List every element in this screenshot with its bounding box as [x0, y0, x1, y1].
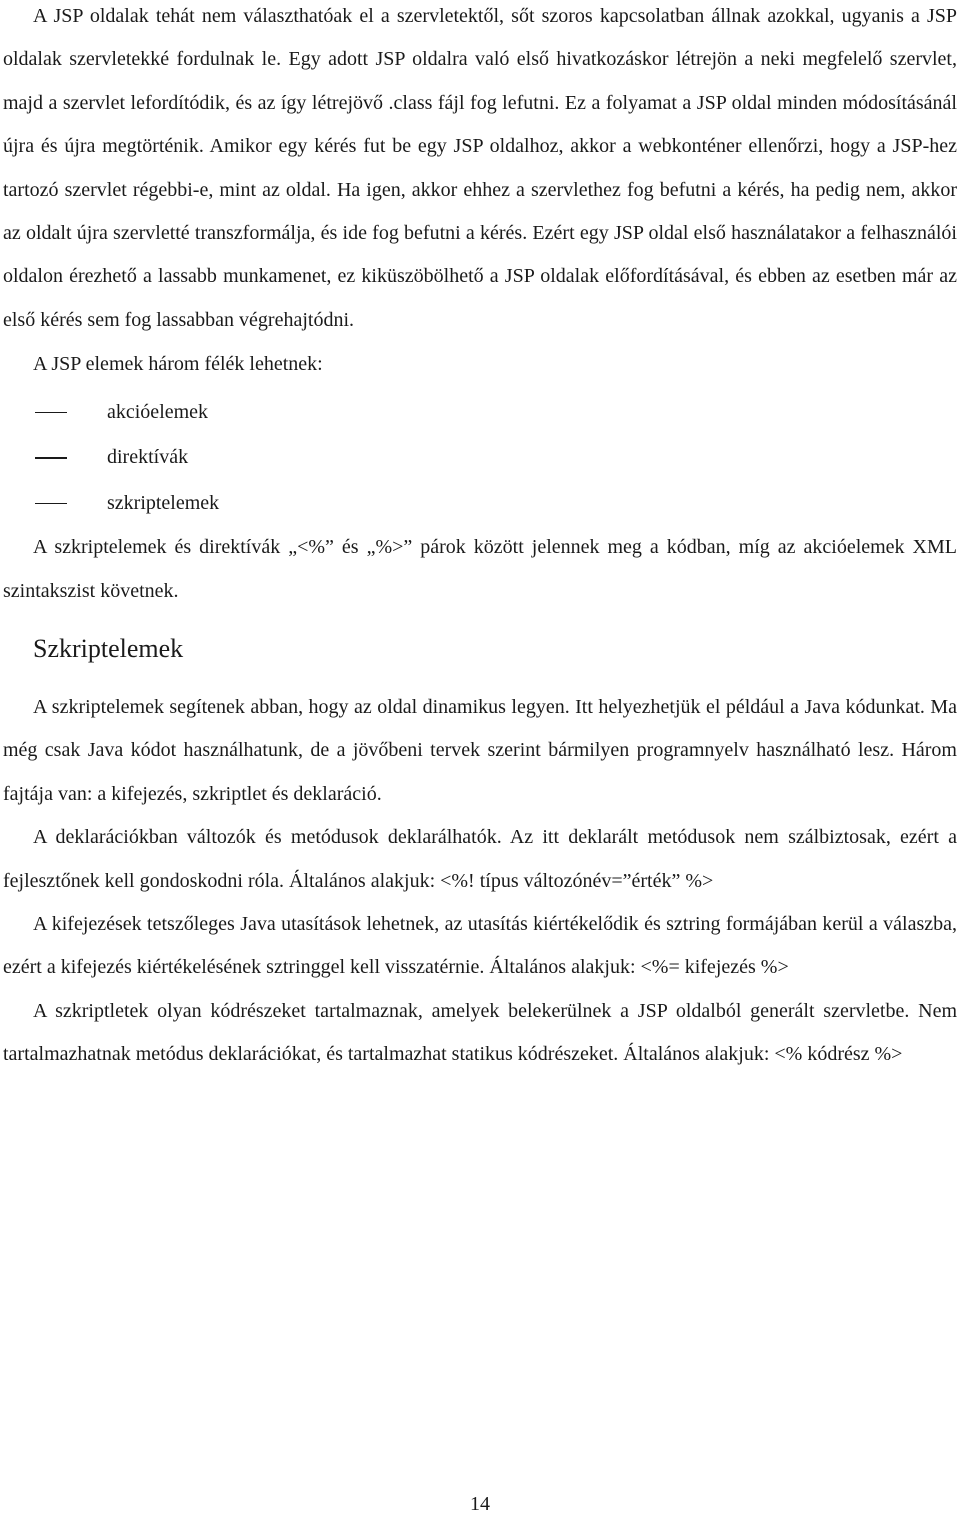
paragraph-scriptlets: A szkriptletek olyan kódrészeket tartalmaznak, amelyek belekerülnek a JSP oldalból generált szervletbe. Nem tartalmazhatnak metódus deklarációkat, és tartalmazhat statikus kódrészeket. Általános alakjuk: <% kódrész %> — [3, 999, 957, 1066]
paragraph-syntax: A szkriptelemek és direktívák „<%” és „%>” párok között jelennek meg a kódban, míg az akcióelemek XML szintakszist követnek. — [3, 536, 957, 602]
list-item-label: direktívák — [107, 446, 189, 469]
paragraph-expressions: A kifejezések tetszőleges Java utasítások lehetnek, az utasítás kiértékelődik és sztring formájában kerül a válaszba, ezért a kifejezés kiértékelésének sztringgel kell visszatérnie. Általános alakjuk: <%= kifejezés %> — [3, 913, 957, 979]
dash-bullet-icon — [35, 412, 67, 413]
list-item — [3, 481, 957, 527]
list-item-label: szkriptelemek — [107, 491, 220, 514]
dash-bullet-icon — [35, 503, 67, 504]
paragraph-declarations: A deklarációkban változók és metódusok deklarálhatók. Az itt deklarált metódusok nem szálbiztosak, ezért a fejlesztőnek kell gondoskodni róla. Általános alakjuk: <%! típus változónév=”érték” %> — [3, 826, 957, 892]
jsp-element-types-list — [3, 390, 957, 527]
list-item — [3, 435, 957, 481]
page-number: 14 — [470, 1493, 490, 1515]
paragraph-jsp-elements-intro: A JSP elemek három félék lehetnek: — [33, 353, 323, 376]
dash-bullet-icon — [35, 457, 67, 458]
paragraph-jsp-servlet-relation: A JSP oldalak tehát nem választhatóak el a szervletektől, sőt szoros kapcsolatban állnak azokkal, ugyanis a JSP oldalak szervletekké fordulnak le. Egy adott JSP oldalra való első hivatkozáskor létrejön a neki megfelelő szervlet, majd a szervlet lefordítódik, és az így létrejövő .class fájl fog lefutni. Ez a folyamat a JSP oldal minden módosításánál újra és újra megtörténik. Amikor egy kérés fut be egy JSP oldalhoz, akkor a webkonténer ellenőrzi, hogy a JSP-hez tartozó szervlet régebbi-e, mint az oldal. Ha igen, akkor ehhez a szervlethez fog befutni a kérés, ha pedig nem, akkor az oldalt újra szervletté transzformálja, és ide fog befutni a kérés. Ezért egy JSP oldal első használatakor a felhasználói oldalon érezhető a lassabb munkamenet, ez kiküszöbölhető a JSP oldalak előfordításával, és ebben az esetben már az első kérés sem fog lassabban végrehajtódni. — [3, 5, 957, 331]
document-page — [3, 0, 957, 1077]
list-item-label: akcióelemek — [107, 400, 209, 423]
section-heading: Szkriptelemek — [33, 633, 184, 663]
list-item — [3, 390, 957, 436]
paragraph-scriptlet-elements: A szkriptelemek segítenek abban, hogy az oldal dinamikus legyen. Itt helyezhetjük el például a Java kódunkat. Ma még csak Java kódot használhatunk, de a jövőbeni tervek szerint bármilyen programnyelv használható lesz. Három fajtája van: a kifejezés, szkriptlet és deklaráció. — [3, 695, 957, 805]
